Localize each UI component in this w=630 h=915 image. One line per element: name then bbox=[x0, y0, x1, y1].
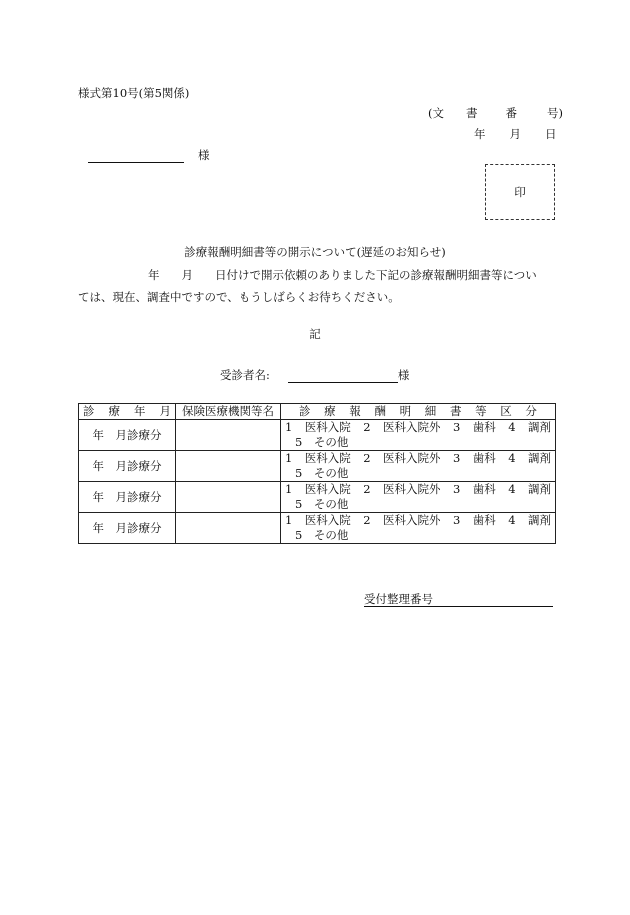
header-institution: 保険医療機関等名 bbox=[176, 404, 281, 420]
option-number: 4 bbox=[508, 451, 516, 465]
form-number: 様式第10号(第5関係) bbox=[78, 86, 190, 100]
row-period: 年 月診療分 bbox=[79, 513, 176, 544]
option-number: 3 bbox=[452, 513, 461, 527]
table-row bbox=[79, 513, 556, 544]
body-day-text: 日付けで開示依頼のありました下記の診療報酬明細書等につい bbox=[215, 268, 537, 282]
option-label: 医科入院 bbox=[304, 513, 351, 527]
row-institution bbox=[176, 482, 281, 513]
row-period: 年 月診療分 bbox=[79, 482, 176, 513]
addressee-suffix: 様 bbox=[198, 148, 210, 162]
option-number: 1 bbox=[285, 513, 293, 527]
header-char: 療 bbox=[324, 404, 336, 418]
row-category-options bbox=[281, 513, 556, 544]
option-number: 3 bbox=[452, 482, 461, 496]
option-number: 2 bbox=[363, 451, 371, 465]
option-number: 4 bbox=[508, 513, 516, 527]
option-label: 医科入院外 bbox=[383, 420, 441, 434]
header-char: 明 bbox=[399, 404, 412, 418]
header-char: 書 bbox=[449, 404, 462, 418]
date-year: 年 bbox=[474, 127, 486, 141]
ki-heading: 記 bbox=[309, 327, 321, 341]
option-number: 4 bbox=[508, 482, 516, 496]
row-institution bbox=[176, 513, 281, 544]
header-char: 区 bbox=[500, 404, 512, 418]
body-month: 月 bbox=[181, 268, 193, 282]
header-category bbox=[281, 404, 556, 420]
option-number: 2 bbox=[363, 482, 371, 496]
body-year: 年 bbox=[148, 268, 160, 282]
option-label: 医科入院 bbox=[304, 482, 351, 496]
header-char: 診 bbox=[299, 404, 311, 418]
row-category-options bbox=[281, 451, 556, 482]
option-other: 5 その他 bbox=[295, 528, 349, 542]
row-institution bbox=[176, 451, 281, 482]
doc-number-char: 書 bbox=[466, 106, 478, 120]
row-period: 年 月診療分 bbox=[79, 420, 176, 451]
date-day: 日 bbox=[545, 127, 557, 141]
header-char: 酬 bbox=[374, 404, 386, 418]
header-period bbox=[79, 404, 176, 420]
header-char: 報 bbox=[349, 404, 361, 418]
date-month: 月 bbox=[509, 127, 521, 141]
doc-number-char: (文 bbox=[428, 106, 444, 120]
option-number: 3 bbox=[452, 451, 461, 465]
option-number: 2 bbox=[363, 513, 371, 527]
patient-line bbox=[288, 370, 398, 383]
document-number bbox=[428, 105, 563, 121]
option-label: 医科入院 bbox=[304, 451, 351, 465]
row-institution bbox=[176, 420, 281, 451]
seal-box bbox=[485, 164, 555, 220]
option-number: 1 bbox=[285, 482, 293, 496]
patient-label: 受診者名: bbox=[220, 368, 270, 382]
issue-date bbox=[474, 126, 557, 142]
option-number: 3 bbox=[452, 420, 461, 434]
seal-label: 印 bbox=[514, 185, 526, 199]
option-label: 調剤 bbox=[527, 513, 551, 527]
detail-table bbox=[78, 403, 556, 544]
option-label: 歯科 bbox=[472, 451, 496, 465]
header-char: 診 bbox=[83, 404, 95, 418]
option-other: 5 その他 bbox=[295, 466, 349, 480]
option-label: 歯科 bbox=[472, 420, 496, 434]
header-char: 年 bbox=[134, 404, 146, 418]
row-period: 年 月診療分 bbox=[79, 451, 176, 482]
body-line2: ては、現在、調査中ですので、もうしばらくお待ちください。 bbox=[78, 290, 400, 304]
addressee-line bbox=[88, 150, 184, 163]
table-row bbox=[79, 451, 556, 482]
table-row bbox=[79, 482, 556, 513]
header-char: 療 bbox=[108, 404, 120, 418]
patient-name bbox=[220, 367, 409, 383]
document-title: 診療報酬明細書等の開示について(遅延のお知らせ) bbox=[184, 245, 446, 259]
doc-number-char: 番 bbox=[505, 106, 517, 120]
option-label: 調剤 bbox=[527, 482, 551, 496]
option-other: 5 その他 bbox=[295, 497, 349, 511]
header-char: 等 bbox=[475, 404, 487, 418]
option-number: 4 bbox=[508, 420, 516, 434]
table-header-row bbox=[79, 404, 556, 420]
header-char: 細 bbox=[424, 404, 437, 418]
option-label: 調剤 bbox=[527, 420, 551, 434]
option-label: 歯科 bbox=[472, 513, 496, 527]
option-label: 歯科 bbox=[472, 482, 496, 496]
option-other: 5 その他 bbox=[295, 435, 349, 449]
option-number: 2 bbox=[363, 420, 371, 434]
doc-number-char: 号) bbox=[547, 106, 563, 120]
header-char: 分 bbox=[525, 404, 537, 418]
row-category-options bbox=[281, 482, 556, 513]
row-category-options bbox=[281, 420, 556, 451]
addressee bbox=[88, 147, 210, 163]
option-label: 調剤 bbox=[527, 451, 551, 465]
option-label: 医科入院外 bbox=[383, 482, 441, 496]
option-number: 1 bbox=[285, 420, 293, 434]
option-label: 医科入院外 bbox=[383, 513, 441, 527]
receipt-line bbox=[433, 594, 553, 607]
patient-suffix: 様 bbox=[397, 368, 410, 382]
option-label: 医科入院外 bbox=[383, 451, 441, 465]
table-row bbox=[79, 420, 556, 451]
option-number: 1 bbox=[285, 451, 293, 465]
receipt-number bbox=[364, 591, 553, 607]
body-paragraph bbox=[78, 264, 558, 308]
receipt-label: 受付整理番号 bbox=[364, 592, 433, 606]
option-label: 医科入院 bbox=[304, 420, 351, 434]
header-char: 月 bbox=[159, 404, 171, 418]
